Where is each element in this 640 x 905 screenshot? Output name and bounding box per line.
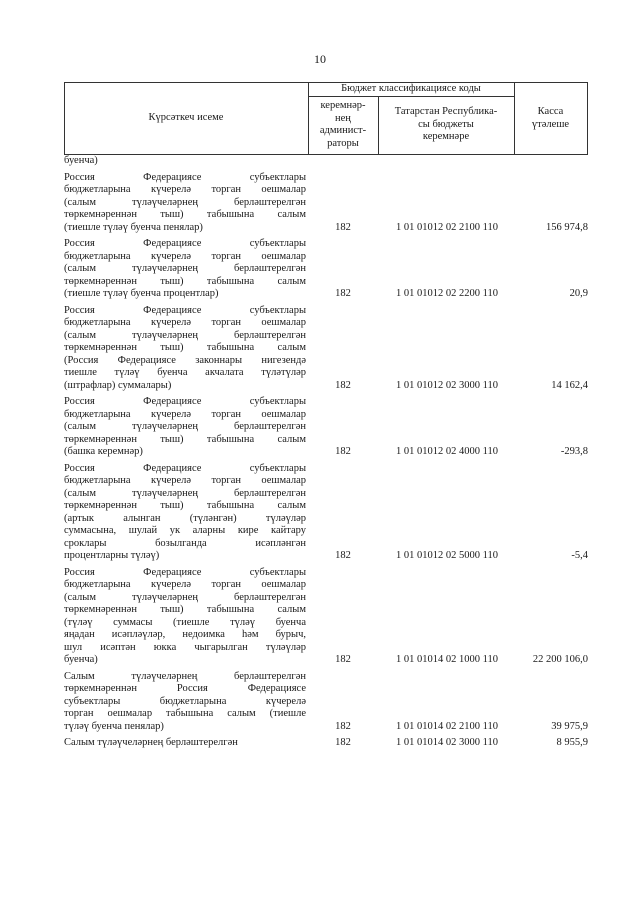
indicator-name-line: төркемнәреннән тыш) табышына салым — [64, 500, 306, 511]
header-admin-line: админист- — [319, 125, 367, 136]
header-exec-line: үтәлеше — [531, 118, 570, 130]
indicator-name — [64, 238, 306, 301]
header-indicator-name: Күрсәткеч исеме — [148, 112, 224, 124]
revenue-administrator-code: 182 — [335, 550, 351, 561]
indicator-name-line: Россия Федерациясе субъектлары — [64, 304, 306, 316]
indicator-name-line: Россия Федерациясе субъектлары — [64, 171, 306, 183]
indicator-name-line: шул исәптән юкка чыгарылган түләүләр — [64, 641, 306, 653]
budget-classification-code: 1 01 01012 02 4000 110 — [396, 446, 498, 457]
header-revenue-line: сы бюджеты — [418, 118, 474, 130]
indicator-name — [64, 172, 306, 235]
indicator-name-line: бюджетларына күчерелә торган оешмалар — [64, 408, 306, 420]
indicator-name-line: (тиешле түләү буенча процентлар) — [64, 288, 219, 299]
indicator-name-line: (тиешле түләү буенча пенялар) — [64, 221, 203, 233]
header-revenue-line: керемнәре — [422, 131, 470, 143]
indicator-name — [64, 671, 306, 734]
indicator-name-line: тиешле түләү буенча акчалата түләтүләр — [64, 367, 306, 378]
indicator-name-line: (башка керемнәр) — [64, 446, 143, 457]
revenue-administrator-code: 182 — [335, 379, 351, 391]
table-row — [64, 737, 588, 750]
indicator-name-line: (штрафлар) суммалары) — [64, 379, 172, 391]
indicator-name — [64, 305, 306, 393]
budget-table — [64, 82, 588, 750]
table-row — [64, 155, 588, 168]
indicator-name-line: Россия Федерациясе субъектлары — [64, 462, 306, 474]
table-row — [64, 463, 588, 563]
indicator-name-line: төркемнәреннән тыш) табышына салым — [64, 433, 306, 445]
cash-execution-amount: 20,9 — [569, 288, 588, 299]
table-body — [64, 155, 588, 750]
revenue-administrator-code: 182 — [335, 288, 351, 299]
indicator-name-line: (салым түләүчеләрнең берләштерелгән — [64, 591, 306, 603]
cash-execution-amount: -293,8 — [560, 446, 588, 457]
table-row — [64, 567, 588, 667]
indicator-name-line: төркемнәреннән тыш) табышына салым — [64, 275, 306, 287]
header-cash-execution — [514, 83, 587, 154]
cash-execution-amount: 14 162,4 — [551, 379, 588, 391]
indicator-name-line: Салым түләүчеләрнең берләштерелгән — [64, 737, 238, 748]
indicator-name-line: бюджетларына күчерелә торган оешмалар — [64, 184, 306, 195]
header-admin-line: раторы — [327, 137, 359, 149]
indicator-name-line: (салым түләүчеләрнең берләштерелгән — [64, 263, 306, 274]
budget-classification-code: 1 01 01012 02 2200 110 — [396, 288, 498, 299]
table-row — [64, 671, 588, 734]
indicator-name-line: (Россия Федерациясе законнары нигезендә — [64, 354, 306, 366]
indicator-name — [64, 155, 306, 168]
header-revenue-line: Татарстан Республика- — [394, 106, 498, 118]
indicator-name-line: бюджетларына күчерелә торган оешмалар — [64, 250, 306, 262]
indicator-name-line: (артык алынган (түләнгән) түләүләр — [64, 512, 306, 524]
cash-execution-amount: 22 200 106,0 — [532, 654, 588, 665]
indicator-name-line: яңадан исәпләүләр, недоимка һәм бурыч, — [64, 629, 306, 640]
indicator-name-line: суммасына, шулай ук аларны кире кайтару — [64, 525, 306, 536]
indicator-name-line: (түләү суммасы (тиешле түләү буенча — [64, 616, 306, 628]
revenue-administrator-code: 182 — [335, 221, 351, 233]
revenue-administrator-code: 182 — [335, 446, 351, 457]
indicator-name-line: (салым түләүчеләрнең берләштерелгән — [64, 421, 306, 432]
table-row — [64, 396, 588, 459]
indicator-name-line: бюджетларына күчерелә торган оешмалар — [64, 475, 306, 486]
revenue-administrator-code: 182 — [335, 720, 351, 732]
revenue-administrator-code: 182 — [335, 737, 351, 748]
indicator-name-line: төркемнәреннән тыш) табышына салым — [64, 604, 306, 615]
header-exec-line: Касса — [537, 106, 564, 117]
cash-execution-amount: 156 974,8 — [546, 221, 588, 233]
indicator-name — [64, 396, 306, 459]
indicator-name-line: субъектлары бюджетларына күчерелә — [64, 695, 306, 707]
indicator-name-line: Салым түләүчеләрнең берләштерелгән — [64, 670, 306, 682]
indicator-name-line: төркемнәреннән Россия Федерациясе — [64, 683, 306, 694]
indicator-name-line: төркемнәреннән тыш) табышына салым — [64, 209, 306, 220]
indicator-name-line: сроклары бозылганда исәпләнгән — [64, 537, 306, 549]
cash-execution-amount: 8 955,9 — [556, 737, 588, 748]
budget-classification-code: 1 01 01014 02 2100 110 — [396, 720, 498, 732]
indicator-name-line: (салым түләүчеләрнең берләштерелгән — [64, 487, 306, 499]
revenue-administrator-code: 182 — [335, 654, 351, 665]
header-budget-classification: Бюджет классификациясе коды — [341, 83, 481, 95]
indicator-name-line: (салым түләүчеләрнең берләштерелгән — [64, 329, 306, 341]
indicator-name-line: Россия Федерациясе субъектлары — [64, 396, 306, 407]
table-row — [64, 305, 588, 393]
table-header — [64, 82, 588, 155]
budget-classification-code: 1 01 01014 02 3000 110 — [396, 737, 498, 748]
budget-classification-code: 1 01 01012 02 5000 110 — [396, 550, 498, 561]
indicator-name-line: (салым түләүчеләрнең берләштерелгән — [64, 196, 306, 208]
budget-classification-code: 1 01 01014 02 1000 110 — [396, 654, 498, 665]
indicator-name-line: торган оешмалар табышына салым (тиешле — [64, 708, 306, 719]
indicator-name-line: буенча) — [64, 155, 98, 166]
budget-classification-code: 1 01 01012 02 2100 110 — [396, 221, 498, 233]
indicator-name-line: бюджетларына күчерелә торган оешмалар — [64, 579, 306, 590]
indicator-name-line: Россия Федерациясе субъектлары — [64, 238, 306, 249]
indicator-name-line: түләү буенча пенялар) — [64, 720, 164, 732]
cash-execution-amount: 39 975,9 — [551, 720, 588, 732]
budget-classification-code: 1 01 01012 02 3000 110 — [396, 379, 498, 391]
indicator-name — [64, 463, 306, 563]
indicator-name-line: Россия Федерациясе субъектлары — [64, 566, 306, 578]
table-row — [64, 172, 588, 235]
cash-execution-amount: -5,4 — [571, 550, 588, 561]
header-admin-line: нең — [335, 112, 351, 124]
indicator-name — [64, 737, 306, 750]
indicator-name — [64, 567, 306, 667]
table-row — [64, 238, 588, 301]
indicator-name-line: бюджетларына күчерелә торган оешмалар — [64, 317, 306, 328]
indicator-name-line: буенча) — [64, 654, 98, 665]
header-admin-line: керемнәр- — [320, 100, 366, 111]
page-number: 10 — [314, 52, 326, 66]
header-revenue-administrator — [308, 96, 378, 154]
indicator-name-line: процентларны түләү) — [64, 550, 160, 561]
header-tatarstan-revenue — [378, 96, 514, 154]
indicator-name-line: төркемнәреннән тыш) табышына салым — [64, 342, 306, 353]
